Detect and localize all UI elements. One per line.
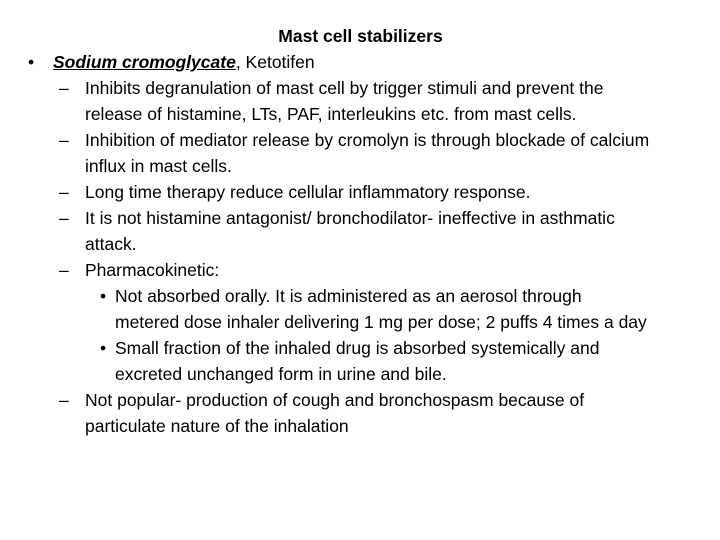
main-bullet-rest: , Ketotifen <box>235 52 315 72</box>
sub-point-line: influx in mast cells. <box>85 156 232 176</box>
sub-point-line: Long time therapy reduce cellular inflammatory response. <box>85 182 531 202</box>
sub-point-line: Not popular- production of cough and bronchospasm because of <box>85 390 585 410</box>
sub-point <box>0 205 720 231</box>
sub-point-continuation <box>0 101 720 127</box>
sub-point-line: release of histamine, LTs, PAF, interleukins etc. from mast cells. <box>85 104 577 124</box>
slide-title-text: Mast cell stabilizers <box>278 26 443 46</box>
sub-point-line: Inhibition of mediator release by cromolyn is through blockade of calcium <box>85 130 650 150</box>
sub-point-continuation <box>0 153 720 179</box>
sub-point-line: It is not histamine antagonist/ bronchodilator- ineffective in asthmatic <box>85 208 615 228</box>
dash-icon: – <box>59 260 69 280</box>
sub-point <box>0 257 720 283</box>
nested-bullet <box>0 335 720 361</box>
slide-title <box>0 23 720 49</box>
main-bullet-text <box>53 52 315 72</box>
dash-icon: – <box>59 182 69 202</box>
dash-icon: – <box>59 130 69 150</box>
bullet-icon: • <box>28 52 35 72</box>
sub-point-line: particulate nature of the inhalation <box>85 416 349 436</box>
nested-bullet-line: excreted unchanged form in urine and bile. <box>115 364 447 384</box>
main-bullet <box>0 49 720 75</box>
sub-point <box>0 75 720 101</box>
nested-bullet-line: Not absorbed orally. It is administered as an aerosol through <box>115 286 582 306</box>
nested-bullet-line: Small fraction of the inhaled drug is absorbed systemically and <box>115 338 600 358</box>
sub-point-line: Inhibits degranulation of mast cell by trigger stimuli and prevent the <box>85 78 604 98</box>
bullet-icon: • <box>100 286 107 306</box>
sub-point-continuation <box>0 413 720 439</box>
nested-bullet-continuation <box>0 361 720 387</box>
sub-point <box>0 179 720 205</box>
nested-bullet <box>0 283 720 309</box>
bullet-icon: • <box>100 338 107 358</box>
sub-point <box>0 127 720 153</box>
nested-bullet-line: metered dose inhaler delivering 1 mg per dose; 2 puffs 4 times a day <box>115 312 647 332</box>
sub-point <box>0 387 720 413</box>
dash-icon: – <box>59 78 69 98</box>
sub-point-line: Pharmacokinetic: <box>85 260 220 280</box>
sub-point-continuation <box>0 231 720 257</box>
slide-content <box>0 49 720 439</box>
dash-icon: – <box>59 208 69 228</box>
dash-icon: – <box>59 390 69 410</box>
nested-bullet-continuation <box>0 309 720 335</box>
sub-point-line: attack. <box>85 234 137 254</box>
drug-name: Sodium cromoglycate <box>53 52 236 72</box>
